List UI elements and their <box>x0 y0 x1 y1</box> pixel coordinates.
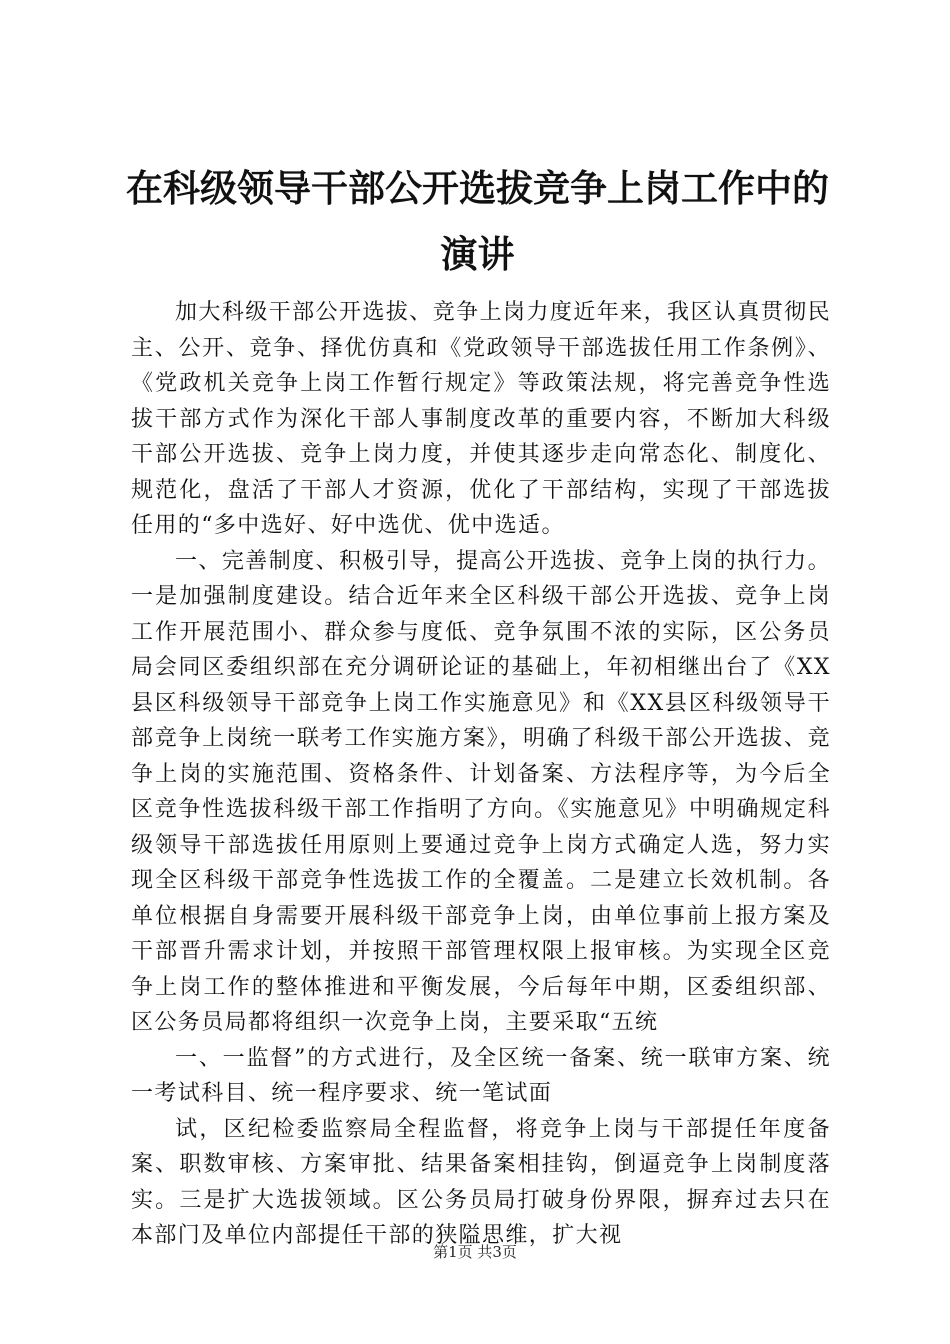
paragraph-section-one: 一、完善制度、积极引导，提高公开选拔、竞争上岗的执行力。一是加强制度建设。结合近年来全区科级干部公开选拔、竞争上岗工作开展范围小、群众参与度低、竞争氛围不浓的实际，区公务员局会同区委组织部在充分调研论证的基础上，年初相继出台了《XX县区科级领导干部竞争上岗工作实施意见》和《XX县区科级领导干部竞争上岗统一联考工作实施方案》，明确了科级干部公开选拔、竞争上岗的实施范围、资格条件、计划备案、方法程序等，为今后全区竞争性选拔科级干部工作指明了方向。《实施意见》中明确规定科级领导干部选拔任用原则上要通过竞争上岗方式确定人选，努力实现全区科级干部竞争性选拔工作的全覆盖。二是建立长效机制。各单位根据自身需要开展科级干部竞争上岗，由单位事前上报方案及干部晋升需求计划，并按照干部管理权限上报审核。为实现全区竞争上岗工作的整体推进和平衡发展，今后每年中期，区委组织部、区公务员局都将组织一次竞争上岗，主要采取“五统 <box>131 548 831 1035</box>
document-title: 在科级领导干部公开选拔竞争上岗工作中的演讲 <box>126 166 829 276</box>
page-footer: 第1页 共3页 <box>433 1243 517 1261</box>
paragraph-continuation-a: 一、一监督”的方式进行，及全区统一备案、统一联审方案、统一考试科目、统一程序要求、统一笔试面 <box>131 1045 831 1106</box>
paragraph-intro: 加大科级干部公开选拔、竞争上岗力度近年来，我区认真贯彻民主、公开、竞争、择优仿真和《党政领导干部选拔任用工作条例》、《党政机关竞争上岗工作暂行规定》等政策法规，将完善竞争性选拔干部方式作为深化干部人事制度改革的重要内容，不断加大科级干部公开选拔、竞争上岗力度，并使其逐步走向常态化、制度化、规范化，盘活了干部人才资源，优化了干部结构，实现了干部选拔任用的“多中选好、好中选优、优中选适。 <box>131 300 831 538</box>
document-body <box>131 295 831 1254</box>
paragraph-continuation-b: 试，区纪检委监察局全程监督，将竞争上岗与干部提任年度备案、职数审核、方案审批、结果备案相挂钩，倒逼竞争上岗制度落实。三是扩大选拔领域。区公务员局打破身份界限，摒弃过去只在本部门及单位内部提任干部的狭隘思维，扩大视 <box>131 1116 831 1248</box>
